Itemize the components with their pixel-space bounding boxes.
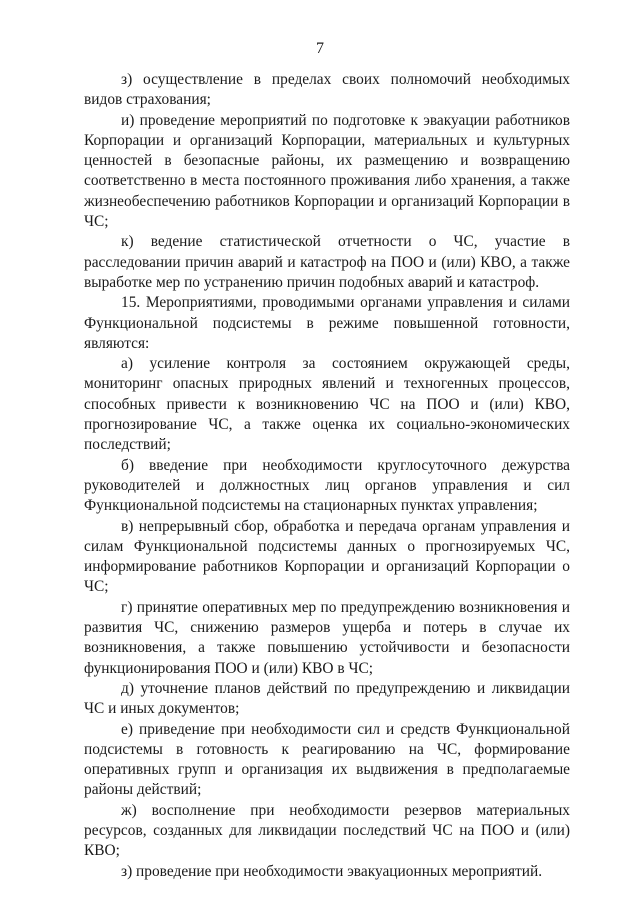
paragraph-15-heading: 15. Мероприятиями, проводимыми органами управления и силами Функциональной подсистемы в режиме повышенной готовности, являются: [84, 294, 570, 352]
paragraph-b-duty: б) введение при необходимости круглосуточного дежурства руководителей и должностных лиц органов управления и сил Функциональной подсистемы на стационарных пунктах управления; [84, 456, 570, 515]
paragraph-g-prevention: г) принятие оперативных мер по предупреждению возникновения и развития ЧС, снижению размеров ущерба и потерь в случае их возникновения, а также повышению устойчивости и безопасности функционирования ПОО и (или) КВО в ЧС; [84, 598, 570, 677]
document-body [84, 70, 570, 882]
paragraph-d-plans: д) уточнение планов действий по предупреждению и ликвидации ЧС и иных документов; [84, 679, 570, 718]
paragraph-zh-reserves: ж) восполнение при необходимости резервов материальных ресурсов, созданных для ликвидации последствий ЧС на ПОО и (или) КВО; [84, 801, 570, 860]
paragraph-i-evacuation-prep: и) проведение мероприятий по подготовке к эвакуации работников Корпорации и организаций Корпорации, материальных и культурных ценностей в безопасные районы, их размещению и возвращению соответственно в места постоянного проживания либо хранения, а также жизнеобеспечению работников Корпорации и организаций Корпорации в ЧС; [84, 111, 570, 231]
paragraph-e-readiness: е) приведение при необходимости сил и средств Функциональной подсистемы в готовность к реагированию на ЧС, формирование оперативных групп и организация их выдвижения в предполагаемые районы действий; [84, 720, 570, 799]
paragraph-v-data-collection: в) непрерывный сбор, обработка и передача органам управления и силам Функциональной подсистемы данных о прогнозируемых ЧС, информирование работников Корпорации и организаций Корпорации о ЧС; [84, 517, 570, 596]
paragraph-a-monitoring: а) усиление контроля за состоянием окружающей среды, мониторинг опасных природных явлений и техногенных процессов, способных привести к возникновению ЧС на ПОО и (или) КВО, прогнозирование ЧС, а также оценка их социально-экономических последствий; [84, 355, 570, 454]
paragraph-k-statistics: к) ведение статистической отчетности о ЧС, участие в расследовании причин аварий и катастроф на ПОО и (или) КВО, а также выработке мер по устранению причин подобных аварий и катастроф. [84, 233, 570, 291]
paragraph-z-insurance: з) осуществление в пределах своих полномочий необходимых видов страхования; [84, 71, 570, 109]
paragraph-z-evacuation: з) проведение при необходимости эвакуационных мероприятий. [121, 862, 543, 880]
page-number: 7 [316, 40, 324, 57]
